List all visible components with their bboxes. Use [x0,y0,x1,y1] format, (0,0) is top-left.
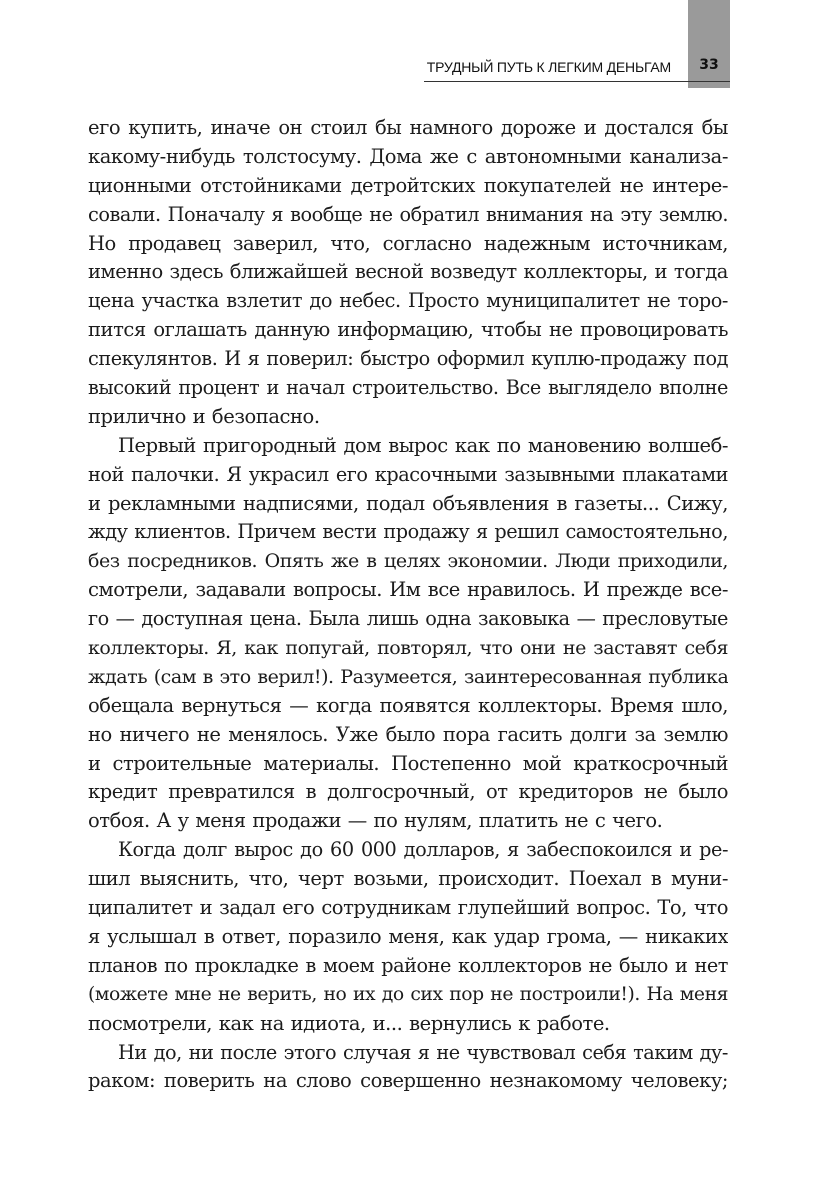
text-line: Но продавец заверил, что, согласно надежным источникам, [88,231,728,255]
text-line: именно здесь ближайшей весной возведут коллекторы, и тогда [88,260,728,284]
text-line: какому-нибудь толстосуму. Дома же с автономными канализа- [88,144,728,168]
text-line: спекулянтов. И я поверил: быстро оформил куплю-продажу под [88,347,728,371]
text-line: ждать (сам в это верил!). Разумеется, заинтересованная публика [88,665,728,688]
text-line: ционными отстойниками детройтских покупателей не интере- [88,173,728,197]
text-line: смотрели, задавали вопросы. Им все нравилось. И прежде все- [88,578,728,602]
page-number: 33 [699,57,719,73]
text-line: шил выяснить, что, черт возьми, происходит. Поехал в муни- [88,867,728,891]
page-number-tab [688,0,730,88]
text-line: кредит превратился в долгосрочный, от кредиторов не было [88,780,728,804]
text-line: коллекторы. Я, как попугай, повторял, что они не заставят себя [88,637,728,660]
text-line: ной палочки. Я украсил его красочными зазывными плакатами [88,462,728,486]
text-line: посмотрели, как на идиота, и... вернулись к работе. [88,1011,610,1035]
text-line: планов по прокладке в моем районе коллекторов не было и нет [88,953,728,977]
text-line: и строительные материалы. Постепенно мой краткосрочный [88,751,728,775]
text-line: без посредников. Опять же в целях экономии. Люди приходили, [88,550,728,573]
text-line: я услышал в ответ, поразило меня, как удар грома, — никаких [88,924,728,948]
text-line: цена участка взлетит до небес. Просто муниципалитет не торо- [88,289,728,313]
text-line: ципалитет и задал его сотрудникам глупейший вопрос. То, что [88,896,728,920]
text-line: (можете мне не верить, но их до сих пор не построили!). На меня [88,983,728,1005]
paragraph-first-line: Когда долг вырос до 60 000 долларов, я забеспокоился и ре- [118,838,728,862]
text-line: обещала вернуться — когда появятся коллекторы. Время шло, [88,693,728,717]
text-line: жду клиентов. Причем вести продажу я решил самостоятельно, [88,520,728,544]
text-line: совали. Поначалу я вообще не обратил внимания на эту землю. [88,202,728,226]
text-line: пится оглашать данную информацию, чтобы не провоцировать [88,318,728,342]
text-line: го — доступная цена. Была лишь одна заковыка — пресловутые [88,607,728,631]
paragraph-first-line: Первый пригородный дом вырос как по мановению волшеб- [118,433,728,457]
text-line: и рекламными надписями, подал объявления в газеты... Сижу, [88,491,728,515]
running-head-title: ТРУДНЫЙ ПУТЬ К ЛЕГКИМ ДЕНЬГАМ [426,59,671,75]
text-line: прилично и безопасно. [88,404,320,428]
body-text [88,114,728,1096]
text-line: высокий процент и начал строительство. Все выглядело вполне [88,376,728,400]
text-line: но ничего не менялось. Уже было пора гасить долги за землю [88,722,728,746]
text-line: отбоя. А у меня продажи — по нулям, платить не с чего. [88,809,663,833]
paragraph-first-line: Ни до, ни после этого случая я не чувствовал себя таким ду- [118,1040,728,1064]
text-line: раком: поверить на слово совершенно незнакомому человеку; [88,1069,728,1093]
header-divider [424,81,730,82]
text-line: его купить, иначе он стоил бы намного дороже и достался бы [88,116,728,139]
